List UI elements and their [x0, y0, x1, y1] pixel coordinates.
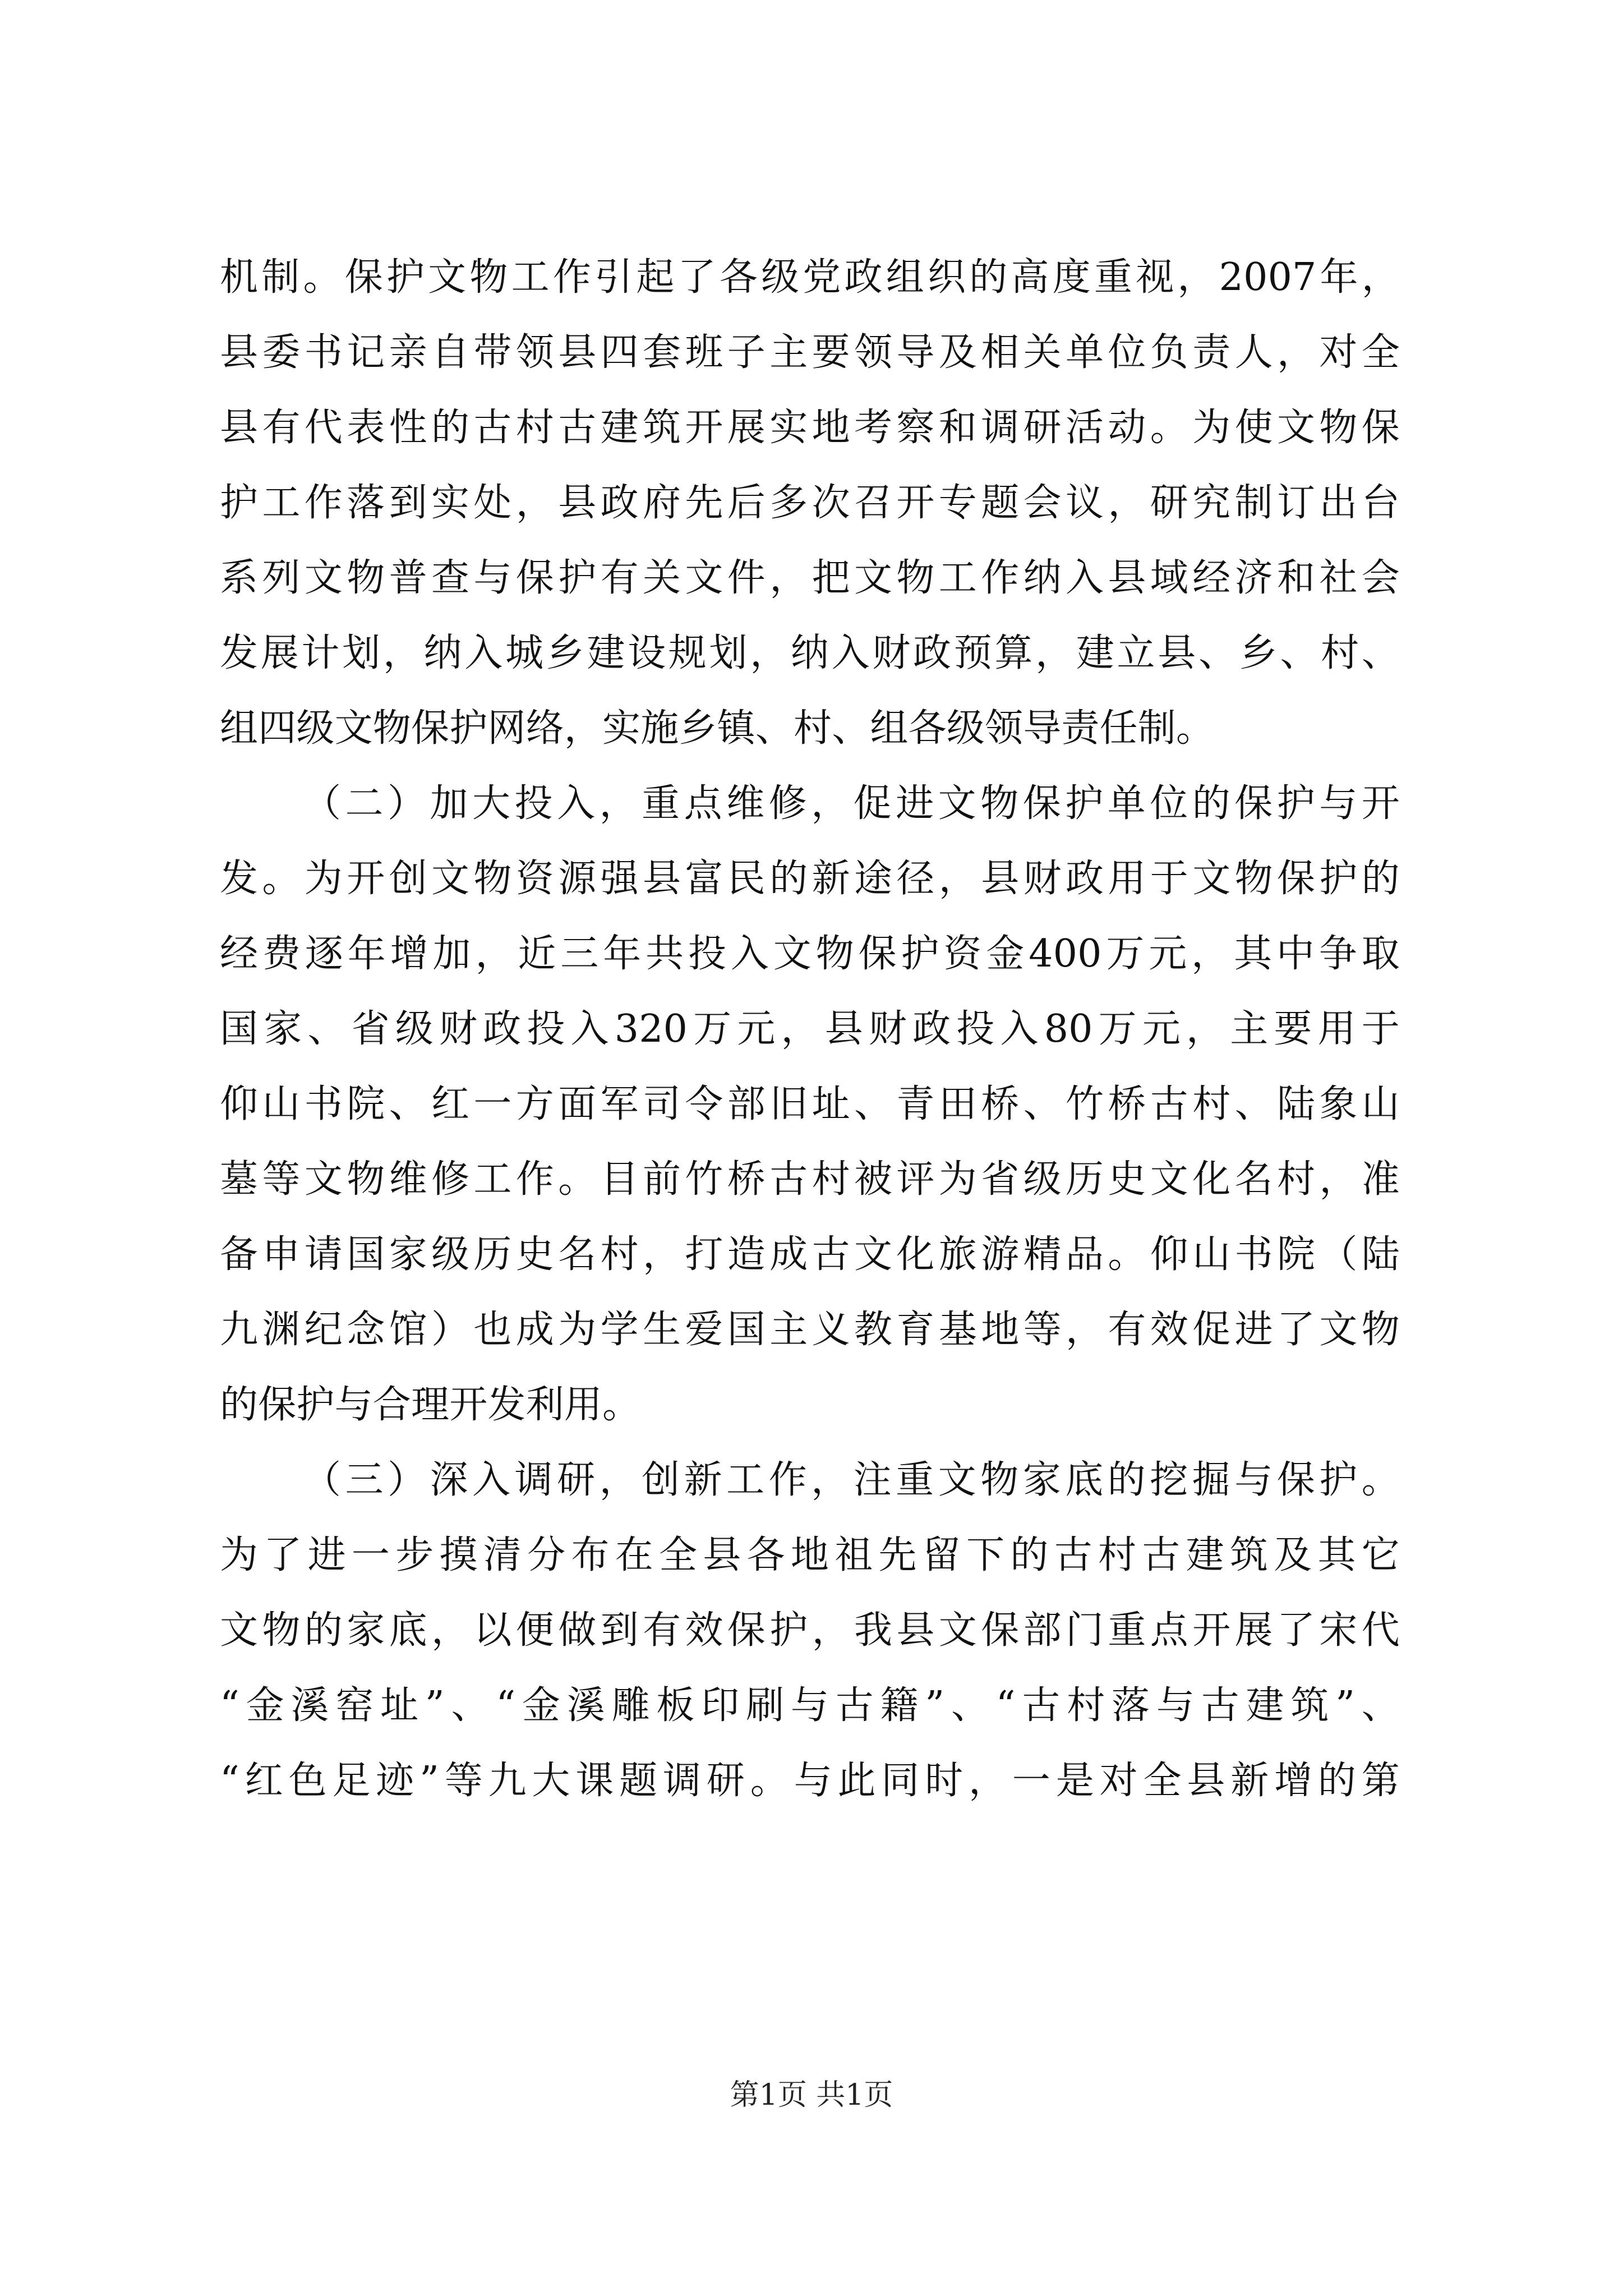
text-line: 机制。保护文物工作引起了各级党政组织的高度重视，2007年，: [220, 255, 1400, 300]
text-line: 备申请国家级历史名村，打造成古文化旅游精品。仰山书院（陆: [220, 1232, 1400, 1277]
paragraph-heading-line: （三）深入调研，创新工作，注重文物家底的挖掘与保护。: [303, 1458, 1400, 1502]
text-line: 国家、省级财政投入320万元，县财政投入80万元，主要用于: [220, 1007, 1400, 1051]
page-number-footer: 第1页 共1页: [730, 2078, 893, 2112]
text-line: “红色足迹”等九大课题调研。与此同时，一是对全县新增的第: [220, 1759, 1400, 1803]
text-line: 九渊纪念馆）也成为学生爱国主义教育基地等，有效促进了文物: [220, 1308, 1400, 1352]
text-line: 文物的家底，以便做到有效保护，我县文保部门重点开展了宋代: [220, 1608, 1400, 1653]
text-line: 组四级文物保护网络，实施乡镇、村、组各级领导责任制。: [220, 706, 1215, 751]
text-line: 县委书记亲自带领县四套班子主要领导及相关单位负责人，对全: [220, 330, 1400, 375]
text-line: 护工作落到实处，县政府先后多次召开专题会议，研究制订出台: [220, 481, 1400, 525]
text-line: 墓等文物维修工作。目前竹桥古村被评为省级历史文化名村，准: [220, 1157, 1400, 1202]
text-line: 的保护与合理开发利用。: [220, 1383, 641, 1427]
text-line: “金溪窑址”、“金溪雕板印刷与古籍”、“古村落与古建筑”、: [220, 1683, 1400, 1728]
text-line: 经费逐年增加，近三年共投入文物保护资金400万元，其中争取: [220, 932, 1400, 976]
paragraph-heading-line: （二）加大投入，重点维修，促进文物保护单位的保护与开: [303, 781, 1400, 826]
text-line: 发展计划，纳入城乡建设规划，纳入财政预算，建立县、乡、村、: [220, 631, 1400, 675]
document-body: [220, 240, 1400, 1819]
text-line: 县有代表性的古村古建筑开展实地考察和调研活动。为使文物保: [220, 406, 1400, 450]
text-line: 仰山书院、红一方面军司令部旧址、青田桥、竹桥古村、陆象山: [220, 1082, 1400, 1126]
text-line: 发。为开创文物资源强县富民的新途径，县财政用于文物保护的: [220, 857, 1400, 901]
text-line: 为了进一步摸清分布在全县各地祖先留下的古村古建筑及其它: [220, 1533, 1400, 1577]
text-line: 系列文物普查与保护有关文件，把文物工作纳入县域经济和社会: [220, 556, 1400, 600]
